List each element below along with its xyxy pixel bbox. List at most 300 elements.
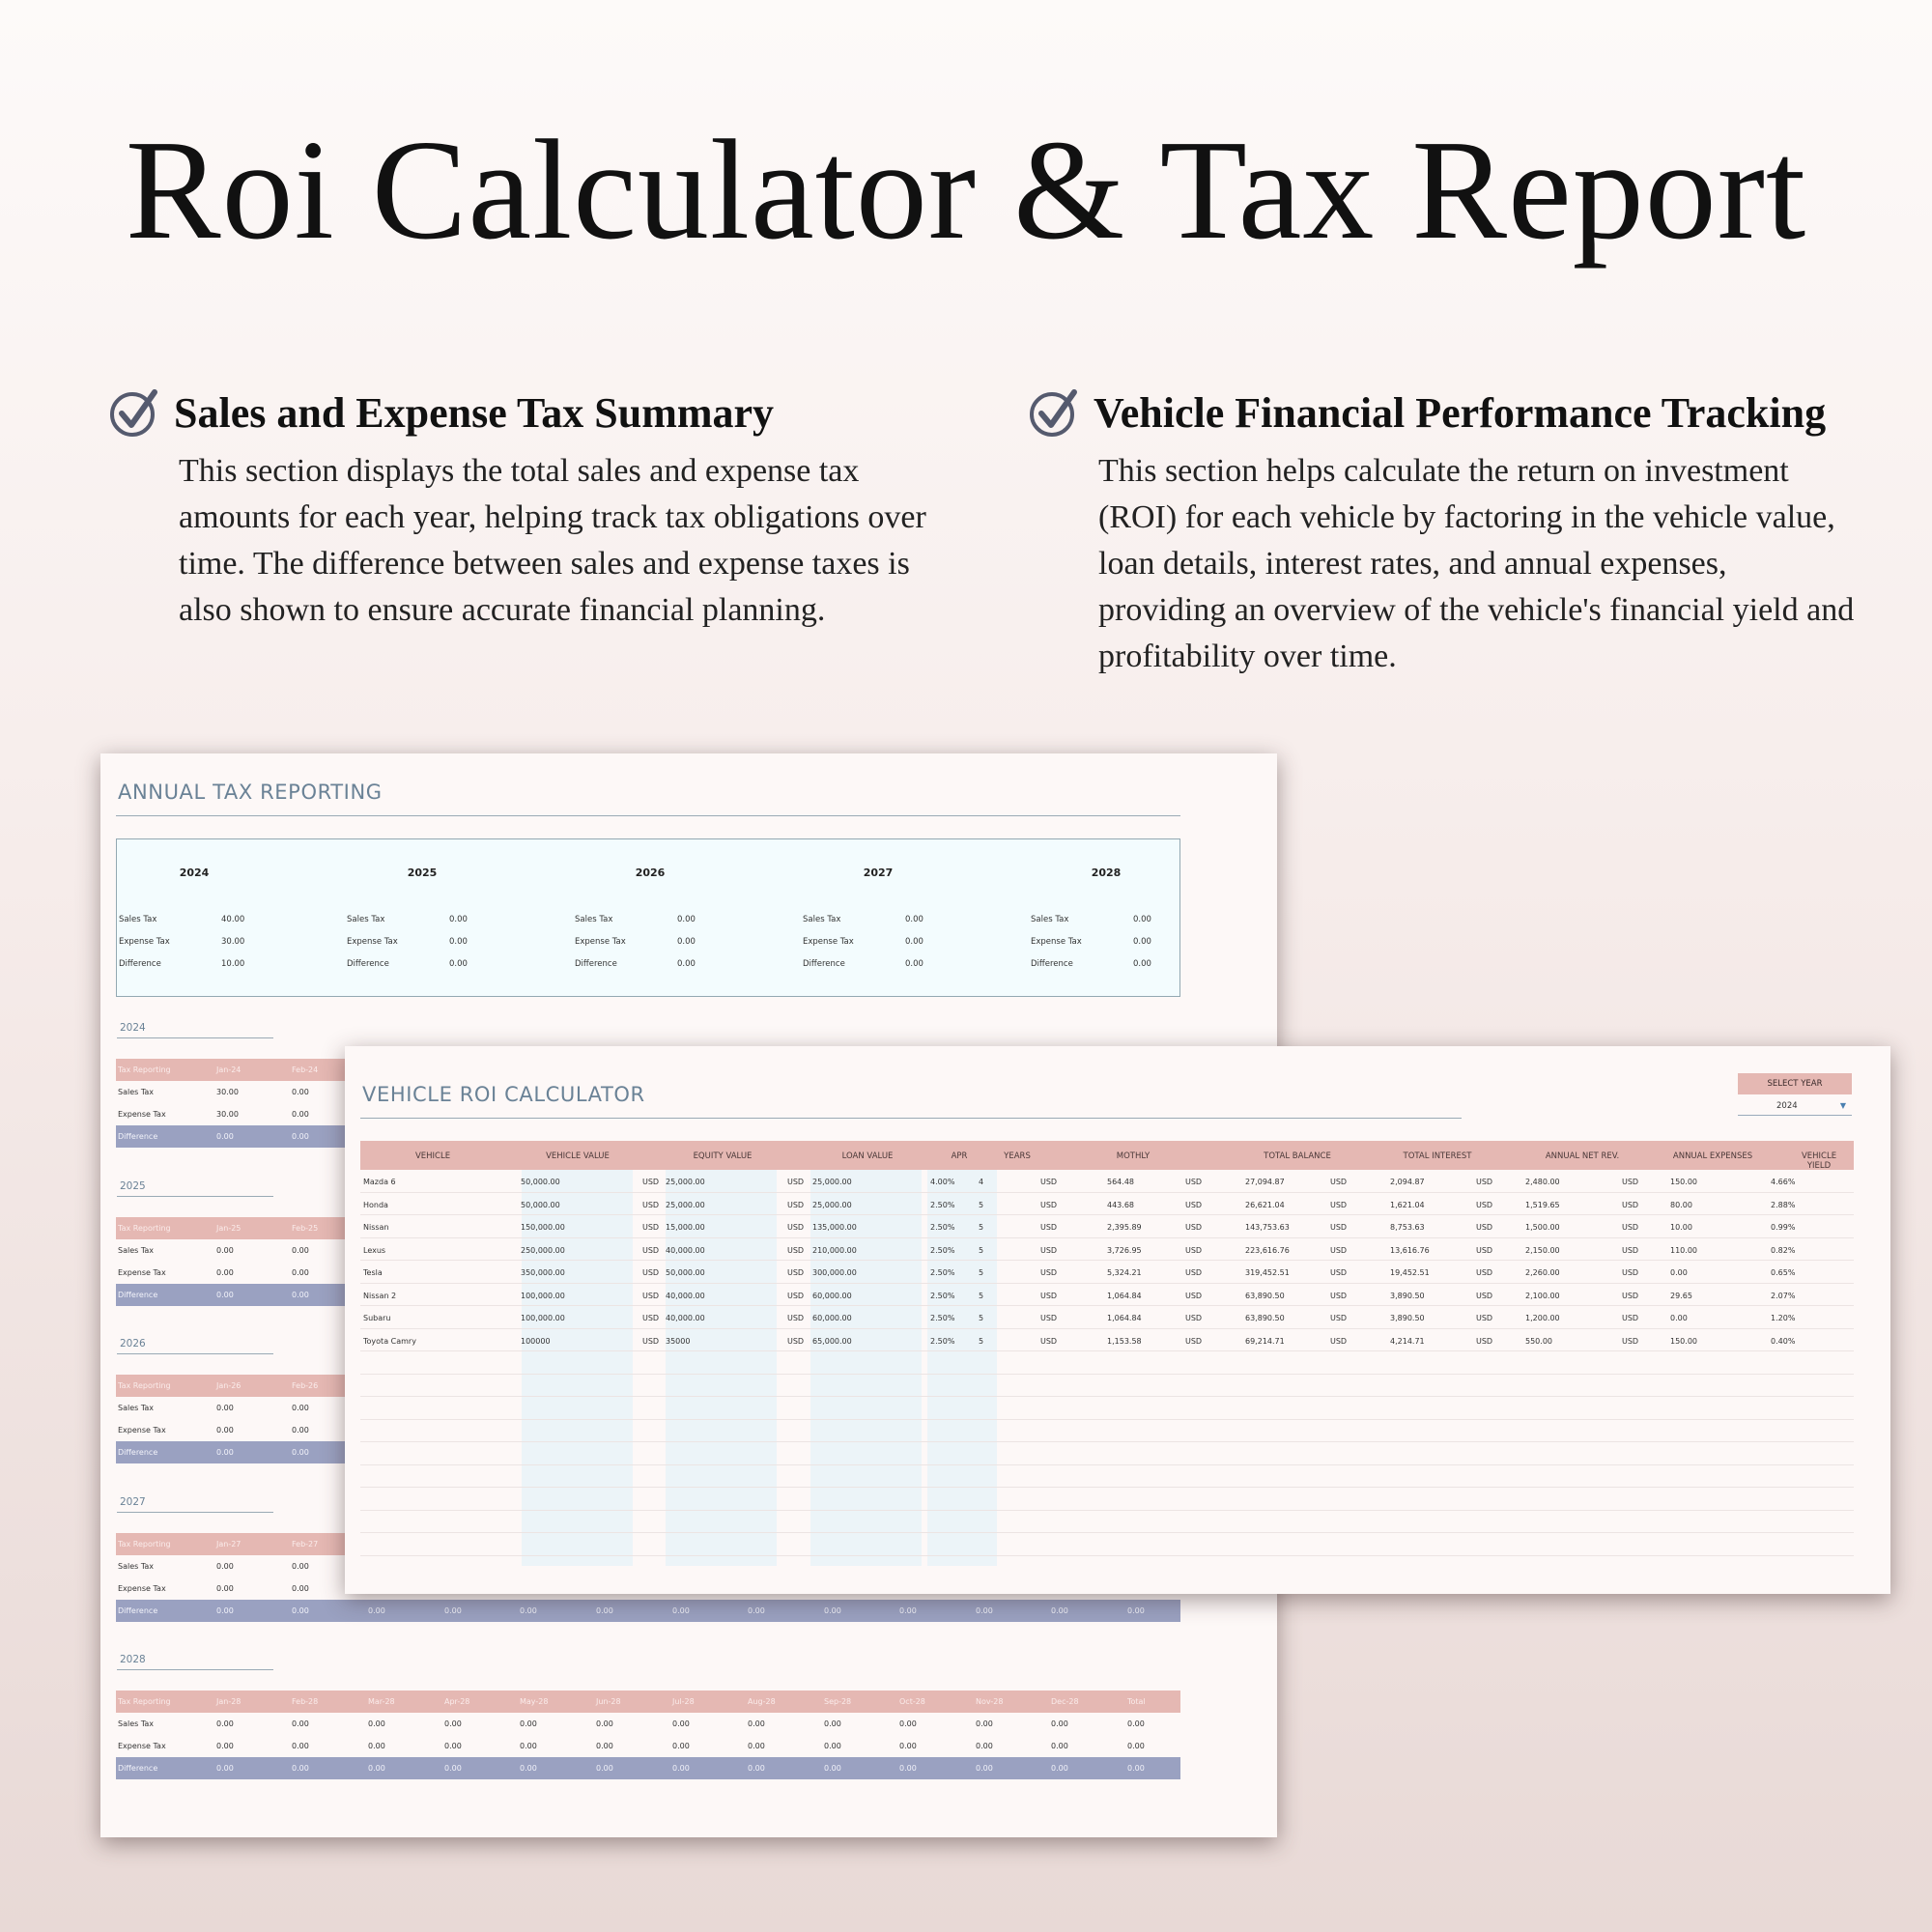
table-cell: Expense Tax [118, 1583, 166, 1593]
summary-value: 0.00 [905, 959, 923, 969]
feature-description: This section helps calculate the return on investment (ROI) for each vehicle by factoring in the vehicle value, loan details, interest rates, and annual expenses, providing an overview of the vehicle's financial yield and profitability over time. [1098, 453, 1855, 674]
table-cell: USD [642, 1223, 660, 1232]
table-cell: 0.00 [444, 1605, 462, 1615]
table-cell: USD [1185, 1291, 1203, 1300]
table-cell: USD [642, 1245, 660, 1255]
table-cell: 0.00 [1051, 1605, 1068, 1615]
chevron-down-icon[interactable]: ▼ [1839, 1101, 1846, 1110]
table-cell: USD [1040, 1268, 1058, 1277]
roi-header-row [360, 1141, 1854, 1170]
table-cell: 0.00 [824, 1742, 841, 1750]
table-cell: Difference [118, 1132, 158, 1141]
summary-row [1031, 937, 1253, 947]
table-cell: 210,000.00 [812, 1245, 857, 1255]
table-cell: 0.00 [976, 1605, 993, 1615]
table-cell: 0.00 [368, 1742, 385, 1750]
table-cell: 2.50% [930, 1291, 955, 1300]
table-cell: 3,890.50 [1390, 1291, 1425, 1300]
table-cell: 0.00 [292, 1719, 309, 1728]
column-header: EQUITY VALUE [693, 1151, 753, 1161]
table-cell: 0.00 [520, 1742, 537, 1750]
table-cell: Aug-28 [748, 1697, 776, 1706]
table-cell: Dec-28 [1051, 1697, 1079, 1706]
summary-value: 0.00 [677, 937, 696, 947]
table-cell: 0.00 [596, 1605, 613, 1615]
column-header: VEHICLE VALUE [546, 1151, 610, 1161]
roi-table-row [360, 1215, 1854, 1238]
select-year-value: 2024 [1776, 1101, 1798, 1111]
table-cell: 150.00 [1670, 1336, 1697, 1346]
table-cell: 100000 [521, 1336, 551, 1346]
table-cell: Mar-28 [368, 1697, 395, 1706]
roi-table [360, 1141, 1854, 1556]
column-header: LOAN VALUE [841, 1151, 894, 1161]
table-cell: USD [1040, 1336, 1058, 1346]
table-cell: 0.00 [672, 1719, 690, 1728]
table-cell: 25,000.00 [812, 1178, 852, 1186]
table-cell: Feb-26 [292, 1381, 319, 1390]
table-cell: USD [1622, 1268, 1639, 1277]
table-cell: USD [642, 1178, 660, 1186]
table-cell: 0.82% [1771, 1245, 1796, 1255]
summary-label: Difference [119, 959, 161, 969]
table-cell: USD [1185, 1178, 1203, 1186]
table-cell: 0.00 [292, 1132, 309, 1141]
table-cell: USD [1185, 1314, 1203, 1322]
table-cell: 443.68 [1107, 1200, 1134, 1209]
check-circle-icon [1028, 386, 1080, 439]
table-cell: 0.40% [1771, 1336, 1796, 1346]
table-cell: 4 [979, 1178, 984, 1186]
table-cell: Expense Tax [118, 1110, 166, 1119]
table-cell: Sales Tax [118, 1561, 155, 1571]
summary-label: Sales Tax [1031, 915, 1069, 924]
roi-table-row [360, 1170, 1854, 1193]
table-cell: Difference [118, 1764, 158, 1773]
table-cell: 0.00 [899, 1605, 917, 1615]
table-cell: Sales Tax [118, 1404, 155, 1412]
table-cell: USD [642, 1336, 660, 1346]
table-cell: USD [1040, 1178, 1058, 1186]
summary-row [803, 937, 1025, 947]
feature-title: Vehicle Financial Performance Tracking [1094, 388, 1827, 437]
table-cell: USD [1476, 1314, 1493, 1322]
table-cell: Jul-28 [672, 1697, 695, 1706]
table-cell: USD [1622, 1314, 1639, 1322]
roi-table-row [360, 1306, 1854, 1329]
year-label: 2027 [120, 1495, 146, 1508]
table-cell: 0.00 [520, 1719, 537, 1728]
table-cell: Total [1127, 1697, 1146, 1706]
table-cell: Honda [363, 1200, 388, 1209]
page-title: Roi Calculator & Tax Report [125, 111, 1807, 270]
table-cell: 0.00 [899, 1764, 917, 1773]
table-cell: 0.00 [596, 1764, 613, 1773]
column-header: ANNUAL EXPENSES [1672, 1151, 1753, 1161]
table-cell: 2.50% [930, 1223, 955, 1232]
table-cell: Sales Tax [118, 1245, 155, 1255]
summary-row [347, 915, 569, 924]
table-cell: 0.00 [672, 1742, 690, 1750]
summary-value: 30.00 [221, 937, 245, 947]
summary-row [347, 937, 569, 947]
table-cell: 0.00 [368, 1719, 385, 1728]
table-cell: 0.00 [444, 1764, 462, 1773]
column-header: TOTAL BALANCE [1264, 1151, 1331, 1161]
feature-description: This section displays the total sales and expense tax amounts for each year, helping track tax obligations over time. The difference between sales and expense taxes is also shown to ensure accurate financial planning. [179, 453, 926, 628]
table-cell: Difference [118, 1290, 158, 1299]
table-cell: 0.00 [520, 1605, 537, 1615]
table-cell: 0.00 [748, 1742, 765, 1750]
year-divider [117, 1037, 273, 1038]
table-cell: USD [1040, 1314, 1058, 1322]
empty-row [360, 1420, 1854, 1443]
table-cell: USD [1330, 1336, 1348, 1346]
table-cell: USD [1330, 1178, 1348, 1186]
table-cell: Expense Tax [118, 1267, 166, 1277]
table-cell: Tesla [363, 1268, 383, 1277]
year-label: 2025 [120, 1179, 146, 1192]
table-cell: 10.00 [1670, 1223, 1692, 1232]
summary-row [1031, 959, 1253, 969]
summary-label: Sales Tax [803, 915, 841, 924]
summary-value: 0.00 [677, 915, 696, 924]
table-cell: Tax Reporting [118, 1223, 171, 1233]
table-cell: USD [642, 1200, 660, 1209]
check-circle-icon [108, 386, 160, 439]
roi-table-row [360, 1329, 1854, 1352]
table-cell: 0.00 [216, 1605, 234, 1615]
summary-value: 0.00 [905, 937, 923, 947]
empty-row [360, 1442, 1854, 1465]
summary-row [803, 915, 1025, 924]
vehicle-roi-sheet [345, 1046, 1890, 1594]
table-cell: 15,000.00 [666, 1223, 705, 1232]
table-cell: USD [642, 1291, 660, 1300]
table-cell: 0.00 [444, 1742, 462, 1750]
table-row [116, 1713, 1180, 1735]
table-cell: 0.65% [1771, 1268, 1796, 1277]
table-cell: 4.00% [930, 1178, 955, 1186]
table-cell: USD [787, 1200, 805, 1209]
summary-row [575, 915, 797, 924]
table-cell: 2.88% [1771, 1200, 1796, 1209]
table-cell: 0.00 [292, 1110, 309, 1119]
table-cell: USD [1185, 1336, 1203, 1346]
table-cell: 2,150.00 [1525, 1245, 1560, 1255]
table-cell: USD [787, 1223, 805, 1232]
table-cell: USD [1622, 1200, 1639, 1209]
table-cell: 110.00 [1670, 1245, 1697, 1255]
table-cell: 3,890.50 [1390, 1314, 1425, 1322]
summary-row [347, 959, 569, 969]
roi-table-row [360, 1284, 1854, 1307]
table-cell: 0.00 [292, 1561, 309, 1571]
empty-row [360, 1397, 1854, 1420]
monthly-tax-table [116, 1690, 1180, 1779]
table-cell: Toyota Camry [363, 1336, 416, 1346]
table-cell: 50,000.00 [521, 1200, 560, 1209]
table-cell: 1,519.65 [1525, 1200, 1560, 1209]
table-cell: 29.65 [1670, 1291, 1692, 1300]
sheet-heading: ANNUAL TAX REPORTING [118, 781, 383, 804]
table-cell: 0.00 [1051, 1742, 1068, 1750]
year-divider [117, 1512, 273, 1513]
summary-value: 0.00 [1133, 915, 1151, 924]
table-cell: 250,000.00 [521, 1245, 565, 1255]
table-cell: Nov-28 [976, 1697, 1004, 1706]
summary-label: Difference [1031, 959, 1073, 969]
table-cell: 0.00 [292, 1267, 309, 1277]
table-cell: USD [1330, 1245, 1348, 1255]
table-cell: Nissan 2 [363, 1291, 397, 1300]
summary-year-block [801, 839, 1029, 998]
table-cell: 0.00 [748, 1764, 765, 1773]
table-cell: 0.00 [748, 1605, 765, 1615]
table-cell: Tax Reporting [118, 1697, 171, 1706]
table-cell: 0.00 [368, 1605, 385, 1615]
table-cell: 63,890.50 [1245, 1314, 1285, 1322]
table-cell: 65,000.00 [812, 1336, 852, 1346]
table-cell: Expense Tax [118, 1742, 166, 1750]
column-header: APR [951, 1151, 968, 1161]
summary-year-block [573, 839, 801, 998]
table-cell: 0.00 [1127, 1764, 1145, 1773]
summary-label: Expense Tax [1031, 937, 1082, 947]
difference-row [116, 1757, 1180, 1779]
table-cell: 300,000.00 [812, 1268, 857, 1277]
table-cell: 1,064.84 [1107, 1291, 1142, 1300]
table-cell: Apr-28 [444, 1697, 470, 1706]
table-cell: 2.50% [930, 1336, 955, 1346]
table-cell: 40,000.00 [666, 1291, 705, 1300]
table-cell: 150.00 [1670, 1178, 1697, 1186]
year-divider [117, 1196, 273, 1197]
table-cell: 0.99% [1771, 1223, 1796, 1232]
table-cell: USD [1040, 1245, 1058, 1255]
heading-divider [360, 1118, 1462, 1119]
table-cell: 0.00 [672, 1605, 690, 1615]
table-cell: 2.50% [930, 1268, 955, 1277]
table-cell: 5 [979, 1200, 984, 1209]
column-header: VEHICLE [414, 1151, 451, 1161]
column-header: VEHICLE YIELD [1801, 1151, 1837, 1171]
tax-summary-box [116, 838, 1180, 997]
summary-row [119, 937, 341, 947]
table-cell: 8,753.63 [1390, 1223, 1425, 1232]
sheet-heading: VEHICLE ROI CALCULATOR [362, 1083, 645, 1106]
table-cell: USD [1330, 1291, 1348, 1300]
table-cell: USD [787, 1314, 805, 1322]
table-cell: 26,621.04 [1245, 1200, 1285, 1209]
table-cell: Difference [118, 1448, 158, 1457]
summary-value: 0.00 [905, 915, 923, 924]
table-cell: 0.00 [292, 1583, 309, 1593]
table-cell: Sep-28 [824, 1697, 852, 1706]
table-cell: 0.00 [748, 1719, 765, 1728]
table-cell: May-28 [520, 1697, 549, 1706]
table-cell: 0.00 [292, 1245, 309, 1255]
table-cell: USD [1476, 1223, 1493, 1232]
table-cell: 5 [979, 1245, 984, 1255]
table-cell: 3,726.95 [1107, 1245, 1142, 1255]
summary-value: 0.00 [449, 915, 468, 924]
table-cell: USD [1622, 1178, 1639, 1186]
table-cell: 350,000.00 [521, 1268, 565, 1277]
empty-row [360, 1351, 1854, 1375]
table-cell: USD [1185, 1200, 1203, 1209]
table-cell: 4,214.71 [1390, 1336, 1425, 1346]
year-label: 2028 [120, 1654, 146, 1665]
difference-row [116, 1600, 1180, 1622]
summary-label: Expense Tax [803, 937, 854, 947]
table-cell: 2,395.89 [1107, 1223, 1142, 1232]
summary-value: 0.00 [677, 959, 696, 969]
roi-table-row [360, 1193, 1854, 1216]
table-cell: 1,153.58 [1107, 1336, 1142, 1346]
table-cell: 0.00 [672, 1764, 690, 1773]
table-cell: 5 [979, 1314, 984, 1322]
table-cell: 1,500.00 [1525, 1223, 1560, 1232]
table-cell: USD [787, 1178, 805, 1186]
table-cell: USD [787, 1245, 805, 1255]
summary-year-block [345, 839, 573, 998]
table-cell: 0.00 [292, 1404, 309, 1412]
table-cell: 25,000.00 [666, 1200, 705, 1209]
summary-row [575, 937, 797, 947]
table-cell: USD [1476, 1245, 1493, 1255]
table-cell: 63,890.50 [1245, 1291, 1285, 1300]
table-cell: 0.00 [216, 1742, 234, 1750]
summary-row [803, 959, 1025, 969]
table-cell: 27,094.87 [1245, 1178, 1285, 1186]
summary-value: 0.00 [1133, 937, 1151, 947]
select-year-dropdown[interactable] [1738, 1096, 1852, 1116]
table-cell: 0.00 [976, 1742, 993, 1750]
table-cell: 0.00 [824, 1605, 841, 1615]
summary-label: Sales Tax [119, 915, 157, 924]
table-cell: 0.00 [216, 1132, 234, 1141]
table-cell: 5 [979, 1268, 984, 1277]
table-cell: 0.00 [1051, 1719, 1068, 1728]
table-cell: 2.50% [930, 1245, 955, 1255]
table-cell: 35000 [666, 1336, 691, 1346]
summary-year-block [1029, 839, 1257, 998]
table-cell: Jun-28 [596, 1697, 621, 1706]
year-divider [117, 1353, 273, 1354]
table-cell: Tax Reporting [118, 1539, 171, 1548]
table-cell: USD [1040, 1223, 1058, 1232]
table-cell: USD [1330, 1223, 1348, 1232]
table-cell: Nissan [363, 1223, 389, 1232]
table-cell: 0.00 [216, 1404, 234, 1412]
table-cell: 0.00 [216, 1561, 234, 1571]
table-cell: Oct-28 [899, 1697, 925, 1706]
summary-value: 40.00 [221, 915, 245, 924]
table-cell: 40,000.00 [666, 1314, 705, 1322]
summary-row [119, 915, 341, 924]
table-cell: Tax Reporting [118, 1065, 171, 1074]
roi-table-row [360, 1261, 1854, 1284]
table-cell: 0.00 [596, 1719, 613, 1728]
table-cell: 5 [979, 1291, 984, 1300]
summary-row [119, 959, 341, 969]
table-cell: Feb-27 [292, 1539, 319, 1548]
table-cell: 2,100.00 [1525, 1291, 1560, 1300]
table-cell: 100,000.00 [521, 1291, 565, 1300]
table-cell: 0.00 [292, 1605, 309, 1615]
summary-label: Sales Tax [575, 915, 613, 924]
summary-label: Sales Tax [347, 915, 385, 924]
table-cell: USD [1185, 1268, 1203, 1277]
table-cell: Jan-24 [216, 1065, 242, 1074]
summary-row [575, 959, 797, 969]
table-cell: 0.00 [1127, 1742, 1145, 1750]
table-cell: 1,200.00 [1525, 1314, 1560, 1322]
table-cell: 0.00 [216, 1267, 234, 1277]
table-cell: USD [1330, 1314, 1348, 1322]
table-cell: 5 [979, 1336, 984, 1346]
table-cell: Expense Tax [118, 1426, 166, 1435]
table-cell: USD [642, 1314, 660, 1322]
table-cell: USD [1622, 1223, 1639, 1232]
table-cell: 2.50% [930, 1200, 955, 1209]
table-cell: 1,621.04 [1390, 1200, 1425, 1209]
summary-value: 0.00 [449, 937, 468, 947]
table-cell: Feb-24 [292, 1065, 319, 1074]
table-cell: 50,000.00 [521, 1178, 560, 1186]
table-cell: 319,452.51 [1245, 1268, 1290, 1277]
table-cell: Feb-28 [292, 1697, 319, 1706]
summary-label: Expense Tax [347, 937, 398, 947]
table-cell: 150,000.00 [521, 1223, 565, 1232]
table-cell: 0.00 [292, 1088, 309, 1096]
table-cell: USD [1622, 1291, 1639, 1300]
table-cell: 5,324.21 [1107, 1268, 1142, 1277]
table-cell: 0.00 [216, 1290, 234, 1299]
feature-vehicle-performance [1028, 386, 1897, 680]
column-header: YEARS [1004, 1151, 1031, 1161]
summary-value: 0.00 [1133, 959, 1151, 969]
table-cell: USD [787, 1336, 805, 1346]
table-cell: 0.00 [899, 1719, 917, 1728]
table-cell: USD [787, 1291, 805, 1300]
table-cell: USD [1476, 1268, 1493, 1277]
table-cell: Lexus [363, 1245, 386, 1255]
summary-label: Difference [803, 959, 845, 969]
table-cell: 2.07% [1771, 1291, 1796, 1300]
table-cell: Jan-25 [216, 1223, 242, 1233]
empty-row [360, 1465, 1854, 1489]
table-cell: 60,000.00 [812, 1291, 852, 1300]
table-cell: 223,616.76 [1245, 1245, 1290, 1255]
summary-year: 2026 [635, 867, 666, 879]
table-cell: 0.00 [292, 1742, 309, 1750]
table-cell: 0.00 [444, 1719, 462, 1728]
year-divider [117, 1669, 273, 1670]
table-cell: 0.00 [292, 1426, 309, 1435]
table-cell: Feb-25 [292, 1223, 319, 1233]
table-cell: 0.00 [216, 1583, 234, 1593]
table-cell: 0.00 [976, 1764, 993, 1773]
summary-year-block [117, 839, 345, 998]
table-cell: 0.00 [1670, 1268, 1688, 1277]
table-cell: USD [1185, 1223, 1203, 1232]
table-cell: Jan-28 [216, 1697, 242, 1706]
table-cell: 0.00 [1670, 1314, 1688, 1322]
table-cell: 2,094.87 [1390, 1178, 1425, 1186]
table-cell: Jan-27 [216, 1539, 242, 1548]
